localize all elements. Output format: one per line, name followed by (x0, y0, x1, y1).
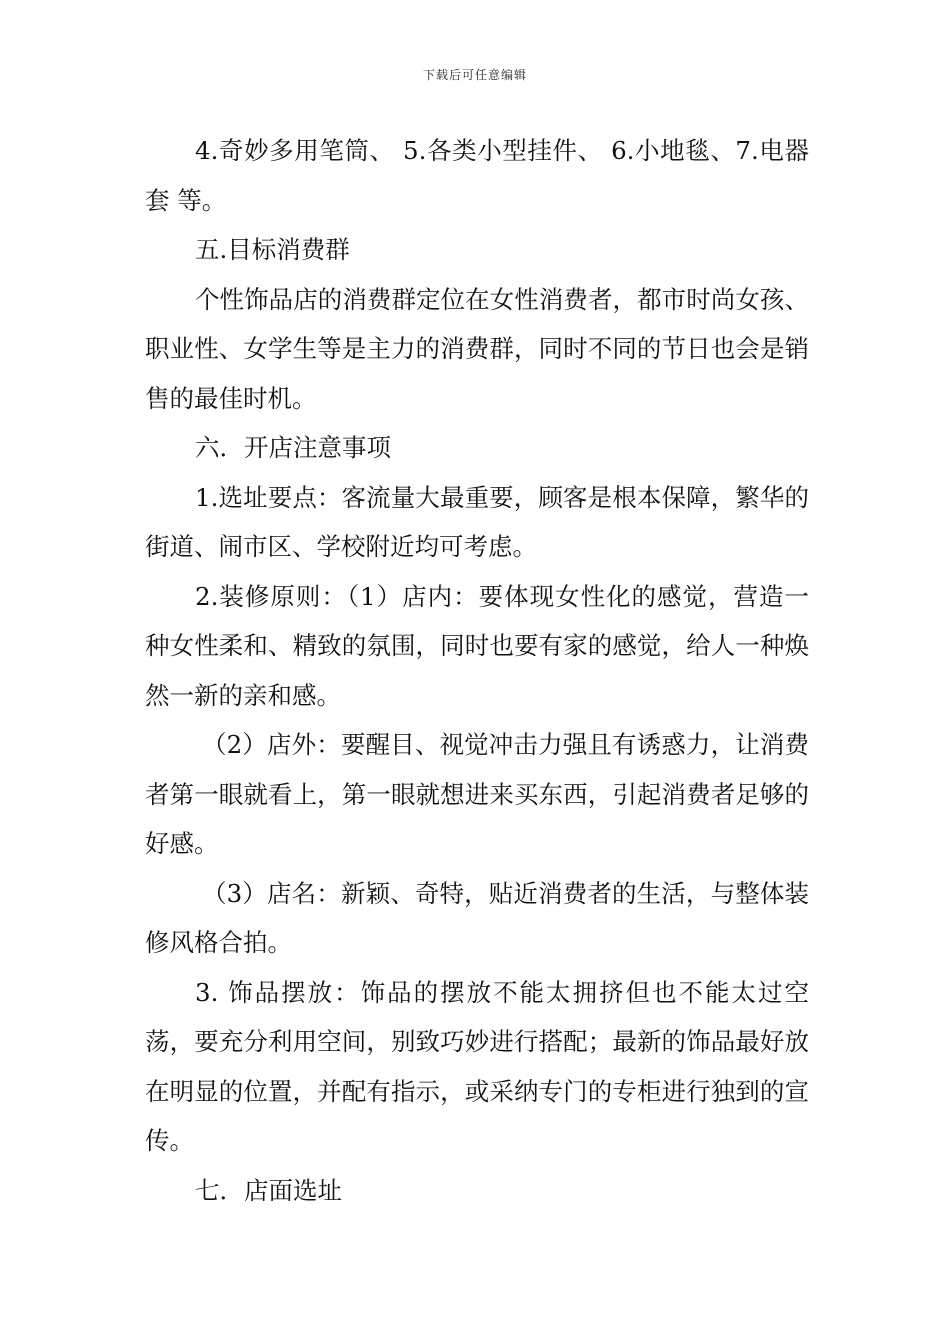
paragraph-decoration-interior: 2.装修原则：（1）店内：要体现女性化的感觉，营造一种女性柔和、精致的氛围，同时也要有家的感觉，给人一种焕然一新的亲和感。 (145, 581, 809, 710)
paragraph-shop-name: （3）店名：新颖、奇特，贴近消费者的生活，与整体装修风格合拍。 (145, 878, 809, 957)
paragraph-target-consumers: 个性饰品店的消费群定位在女性消费者，都市时尚女孩、职业性、女学生等是主力的消费群，同时不同的节日也会是销售的最佳时机。 (145, 284, 809, 413)
paragraph-items-list: 4.奇妙多用笔筒、 5.各类小型挂件、 6.小地毯、7.电器套 等。 (145, 136, 809, 215)
heading-target-consumers: 五.目标消费群 (195, 235, 350, 264)
paragraph-display: 3. 饰品摆放：饰品的摆放不能太拥挤但也不能太过空荡，要充分利用空间，别致巧妙进行搭配；最新的饰品最好放在明显的位置，并配有指示，或采纳专门的专柜进行独到的宣传。 (145, 977, 809, 1155)
document-body (145, 126, 809, 1215)
heading-store-notes: 六．开店注意事项 (195, 433, 391, 462)
page-header: 下载后可任意编辑 (422, 68, 527, 82)
paragraph-site-selection: 1.选址要点：客流量大最重要，顾客是根本保障，繁华的街道、闹市区、学校附近均可考虑。 (145, 482, 809, 561)
heading-site-location: 七．店面选址 (195, 1175, 342, 1205)
paragraph-decoration-exterior: （2）店外：要醒目、视觉冲击力强且有诱惑力，让消费者第一眼就看上，第一眼就想进来买东西，引起消费者足够的好感。 (145, 730, 809, 858)
